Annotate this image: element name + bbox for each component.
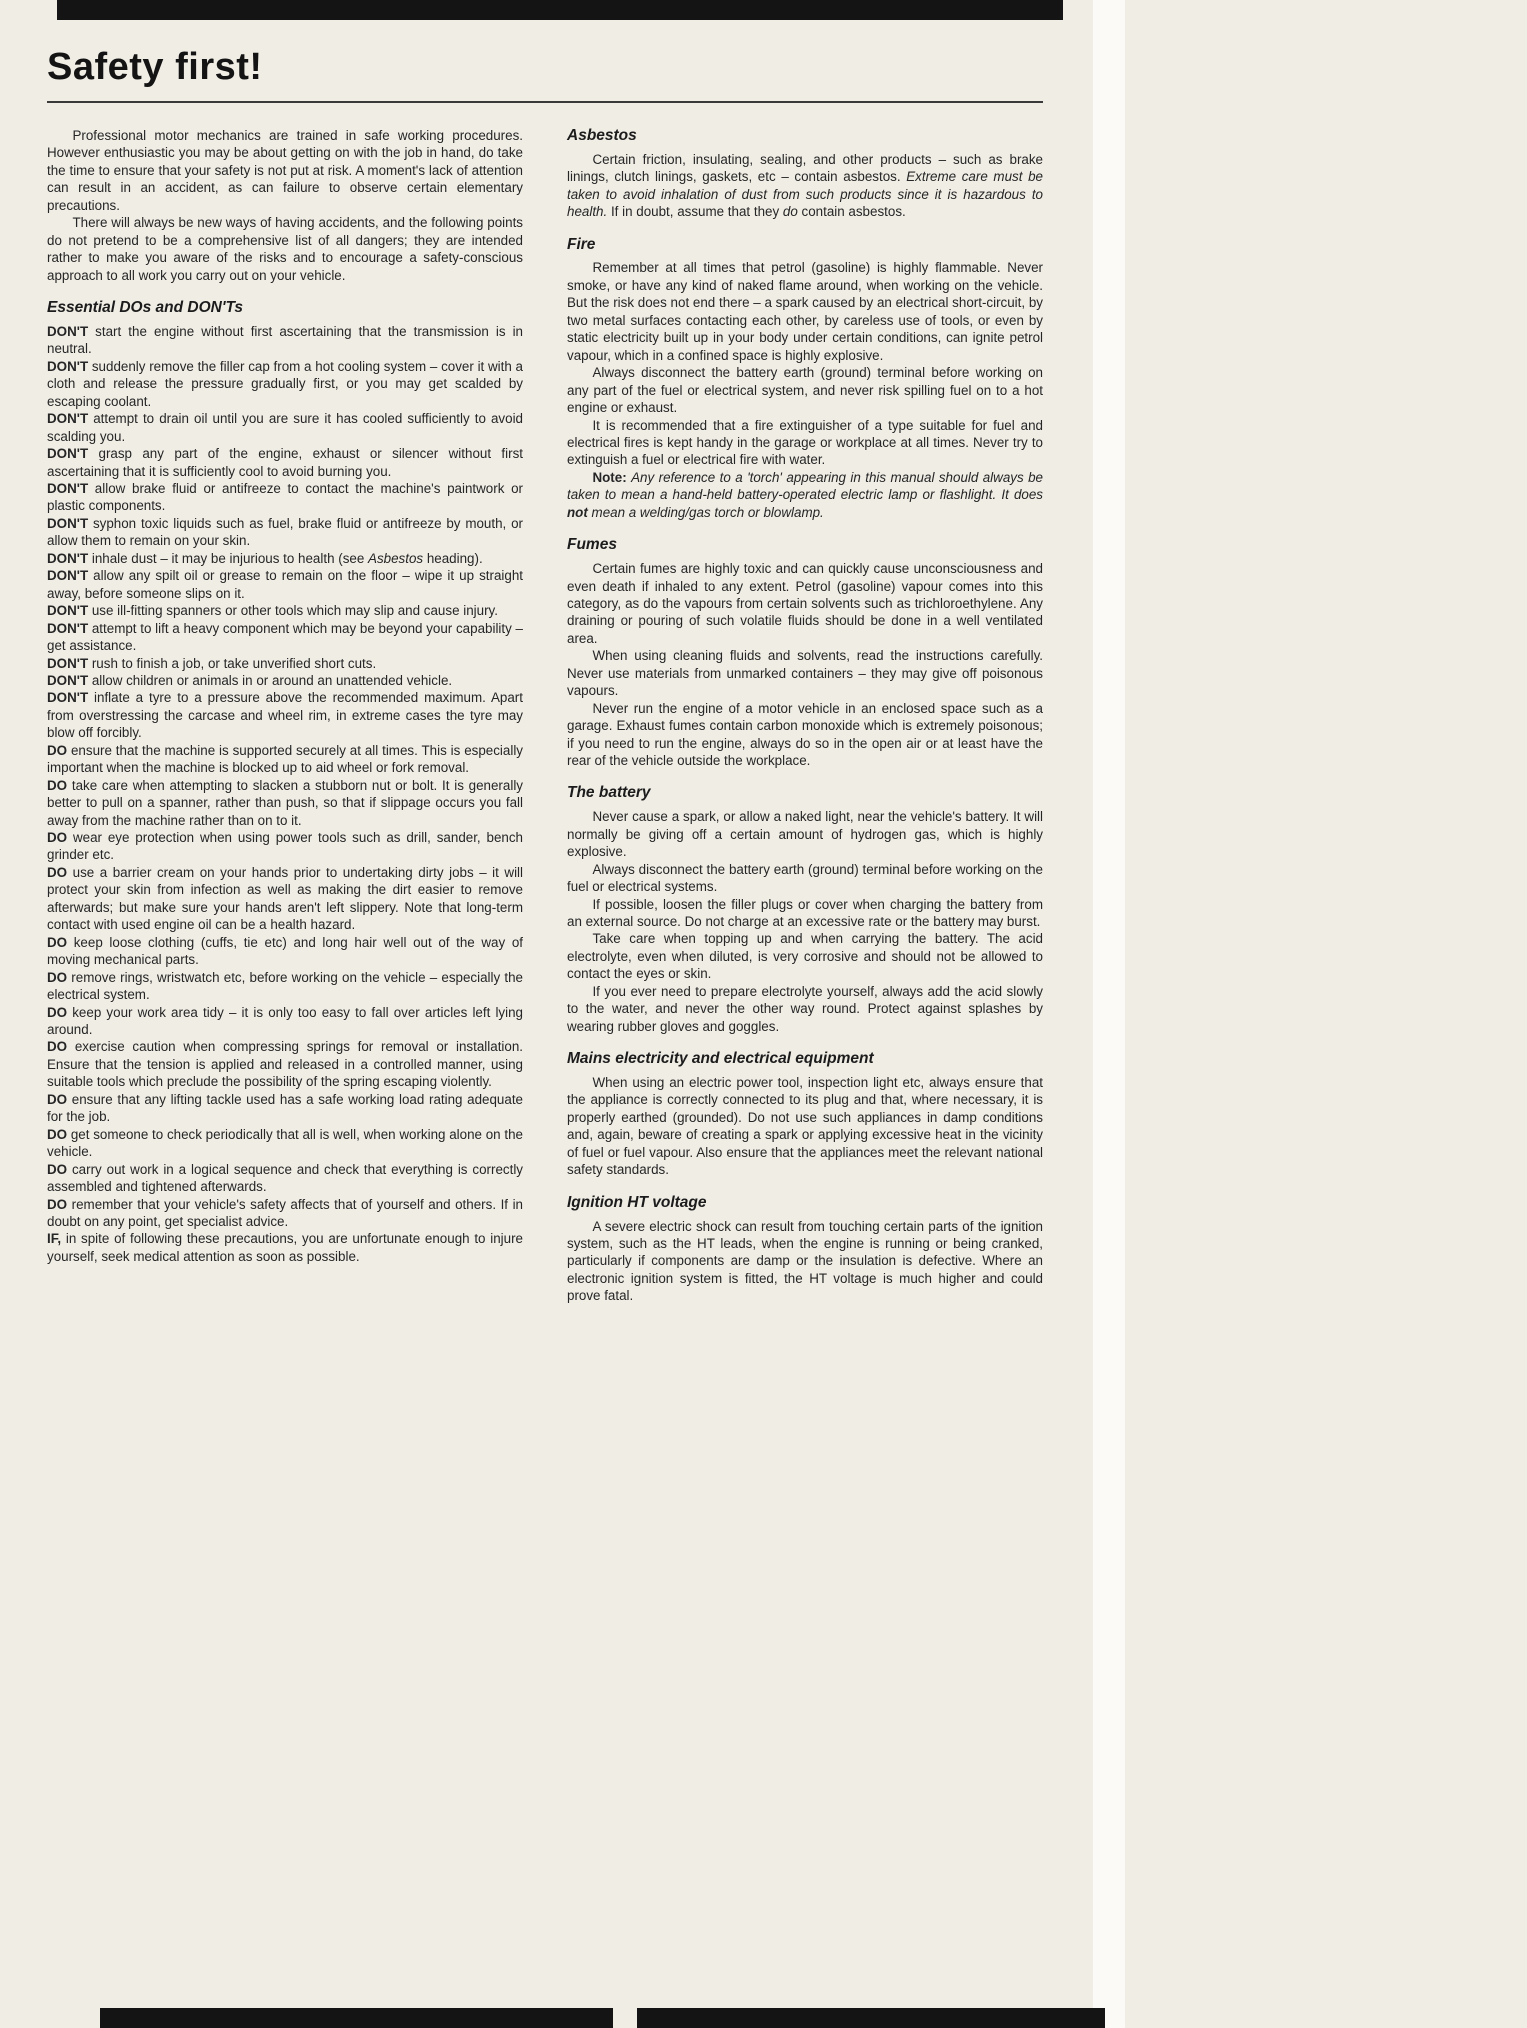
text-segment: DON'T	[47, 411, 89, 427]
section-heading: The battery	[567, 784, 651, 802]
text-segment: ensure that the machine is supported securely at all times. This is especially important when the machine is blocked up to aid wheel or fork removal.	[47, 742, 523, 776]
text-segment: wear eye protection when using power tools such as drill, sander, bench grinder etc.	[47, 830, 523, 863]
paragraph	[47, 602, 523, 619]
text-segment: do	[782, 204, 798, 220]
paragraph	[47, 655, 523, 672]
paragraph	[47, 864, 523, 934]
text-segment: not	[567, 504, 588, 520]
text-columns	[47, 127, 1043, 1305]
text-segment: rush to finish a job, or take unverified short cuts.	[88, 655, 377, 671]
text-segment: DON'T	[47, 672, 89, 688]
paragraph	[47, 1004, 523, 1039]
page-content	[47, 46, 1043, 1305]
text-segment: DON'T	[47, 323, 89, 339]
text-segment: When using cleaning fluids and solvents, read the instructions carefully. Never use materials from unmarked containers – they may give off poisonous vapours.	[567, 648, 1043, 699]
section-heading: Fire	[567, 235, 596, 253]
top-ink-bar	[57, 0, 1063, 20]
text-segment: Always disconnect the battery earth (ground) terminal before working on the fuel or electrical systems.	[567, 861, 1043, 895]
text-segment: Note:	[592, 469, 627, 485]
text-column	[47, 127, 523, 1305]
text-segment: DO	[47, 1161, 68, 1177]
text-segment: ensure that any lifting tackle used has a safe working load rating adequate for the job.	[47, 1091, 523, 1125]
text-segment: DO	[47, 1039, 68, 1055]
page-title: Safety first!	[47, 46, 263, 88]
text-segment: carry out work in a logical sequence and check that everything is correctly assembled and tightened afterwards.	[47, 1161, 523, 1195]
text-column	[567, 127, 1043, 1305]
text-segment: DO	[47, 864, 68, 880]
paragraph	[47, 550, 523, 567]
text-segment: If possible, loosen the filler plugs or cover when charging the battery from an external source. Do not charge at an excessive rate or the battery may burst.	[567, 896, 1043, 930]
text-segment: Asbestos	[368, 550, 424, 566]
paragraph	[47, 777, 523, 829]
section-heading: Asbestos	[567, 127, 637, 144]
text-segment: If in doubt, assume that they	[607, 204, 783, 220]
text-segment: keep loose clothing (cuffs, tie etc) and long hair well out of the way of moving mechanical parts.	[47, 934, 523, 968]
text-segment: If you ever need to prepare electrolyte yourself, always add the acid slowly to the water, and never the other way round. Protect against splashes by wearing rubber gloves and goggles.	[567, 983, 1043, 1034]
text-segment: There will always be new ways of having accidents, and the following points do not pretend to be a comprehensive list of all dangers; they are intended rather to make you aware of the risks and to encourage a safety-conscious approach to all work you carry out on your vehicle.	[47, 215, 523, 283]
paragraph	[567, 1074, 1043, 1179]
text-segment: Extreme care must be taken to avoid inhalation of dust from such products since it is hazardous to health.	[567, 169, 1043, 220]
paragraph	[47, 1161, 523, 1196]
section-heading: Essential DOs and DON'Ts	[47, 299, 244, 317]
paragraph	[47, 1196, 523, 1231]
paragraph	[567, 896, 1043, 931]
paragraph	[567, 469, 1043, 521]
text-segment: DON'T	[47, 620, 89, 636]
text-segment: DO	[47, 934, 68, 950]
text-segment: grasp any part of the engine, exhaust or silencer without first ascertaining that it is sufficiently cool to avoid burning you.	[47, 446, 523, 479]
text-segment: take care when attempting to slacken a stubborn nut or bolt. It is generally better to pull on a spanner, rather than push, so that if slippage occurs you fall away from the machine rather than on to it.	[47, 777, 523, 828]
text-segment: remember that your vehicle's safety affects that of yourself and others. If in doubt on any point, get specialist advice.	[47, 1196, 523, 1229]
text-segment: Never run the engine of a motor vehicle in an enclosed space such as a garage. Exhaust fumes contain carbon monoxide which is extremely poisonous; if you need to run the engine, always do so in the open air or at least have the rear of the vehicle outside the workplace.	[567, 700, 1043, 769]
paragraph	[567, 700, 1043, 770]
text-segment: DO	[47, 742, 68, 758]
text-segment: IF,	[47, 1231, 62, 1247]
text-segment: Remember at all times that petrol (gasoline) is highly flammable. Never smoke, or have any kind of naked flame around, when working on the vehicle. But the risk does not end there – a spark caused by an electrical short-circuit, by two metal surfaces contacting each other, by careless use of tools, or even by static electricity built up in your body under certain conditions, can ignite petrol vapour, which in a confined space is highly explosive.	[567, 260, 1043, 363]
section-heading: Fumes	[567, 536, 617, 554]
text-segment: Professional motor mechanics are trained in safe working procedures. However enthusiastic you may be about getting on with the job in hand, do take the time to ensure that your safety is not put at risk. A moment's lack of attention can result in an accident, as can failure to observe certain elementary precautions.	[47, 128, 523, 213]
paragraph	[47, 358, 523, 410]
text-segment: When using an electric power tool, inspection light etc, always ensure that the appliance is correctly connected to its plug and that, where necessary, it is properly earthed (grounded). Do not use such appliances in damp conditions and, again, beware of creating a spark or applying excessive heat in the vicinity of fuel or fuel vapour. Also ensure that the appliances meet the relevant national safety standards.	[567, 1075, 1043, 1178]
paragraph	[567, 364, 1043, 416]
paragraph	[567, 1218, 1043, 1305]
page-gutter-strip	[1093, 0, 1125, 2028]
paragraph	[567, 861, 1043, 896]
paragraph	[567, 808, 1043, 860]
paragraph	[47, 127, 523, 214]
text-segment: DO	[47, 1196, 68, 1212]
text-segment: Never cause a spark, or allow a naked light, near the vehicle's battery. It will normally be giving off a certain amount of hydrogen gas, which is highly explosive.	[567, 809, 1043, 860]
bottom-ink-bar-right	[637, 2008, 1105, 2028]
paragraph	[567, 983, 1043, 1035]
text-segment: DON'T	[47, 358, 89, 374]
text-segment: contain asbestos.	[797, 204, 906, 220]
text-segment: inhale dust – it may be injurious to health (see	[88, 550, 369, 566]
text-segment: DON'T	[47, 655, 89, 671]
text-segment: allow brake fluid or antifreeze to contact the machine's paintwork or plastic components.	[47, 480, 523, 514]
paragraph	[47, 969, 523, 1004]
text-segment: exercise caution when compressing springs for removal or installation. Ensure that the tension is applied and released in a controlled manner, using suitable tools which preclude the possibility of the spring escaping violently.	[47, 1039, 523, 1090]
title-rule	[47, 101, 1043, 103]
text-segment: get someone to check periodically that all is well, when working alone on the vehicle.	[47, 1126, 523, 1160]
text-segment: syphon toxic liquids such as fuel, brake fluid or antifreeze by mouth, or allow them to remain on your skin.	[47, 515, 523, 549]
paragraph	[47, 934, 523, 969]
paragraph	[567, 560, 1043, 647]
text-segment: use ill-fitting spanners or other tools which may slip and cause injury.	[88, 603, 498, 619]
section-heading: Ignition HT voltage	[567, 1193, 707, 1211]
text-segment: allow any spilt oil or grease to remain on the floor – wipe it up straight away, before someone slips on it.	[47, 568, 523, 601]
text-segment: A severe electric shock can result from touching certain parts of the ignition system, such as the HT leads, when the engine is running or being cranked, particularly if components are damp or the insulation is defective. Where an electronic ignition system is fitted, the HT voltage is much higher and could prove fatal.	[567, 1218, 1043, 1304]
text-segment: inflate a tyre to a pressure above the recommended maximum. Apart from overstressing the carcase and wheel rim, in extreme cases the tyre may blow off forcibly.	[47, 690, 523, 741]
text-segment: use a barrier cream on your hands prior to undertaking dirty jobs – it will protect your skin from infection as well as making the dirt easier to remove afterwards; but make sure your hands aren't left slippery. Note that long-term contact with used engine oil can be a health hazard.	[47, 864, 523, 933]
paragraph	[47, 1126, 523, 1161]
text-segment: DON'T	[47, 568, 89, 584]
text-segment: DO	[47, 830, 68, 846]
text-segment: DON'T	[47, 550, 89, 566]
paragraph	[567, 151, 1043, 221]
text-segment: Always disconnect the battery earth (ground) terminal before working on any part of the fuel or electrical system, and never risk spilling fuel on to a hot engine or exhaust.	[567, 365, 1043, 416]
text-segment: DO	[47, 969, 68, 985]
paragraph	[47, 620, 523, 655]
paragraph	[567, 417, 1043, 469]
text-segment: attempt to lift a heavy component which may be beyond your capability – get assistance.	[47, 620, 523, 654]
paragraph	[47, 1091, 523, 1126]
text-segment: DO	[47, 1004, 68, 1020]
paragraph	[47, 672, 523, 689]
text-segment: suddenly remove the filler cap from a hot cooling system – cover it with a cloth and release the pressure gradually first, or you may get scalded by escaping coolant.	[47, 358, 523, 409]
paragraph	[47, 829, 523, 864]
paragraph	[47, 410, 523, 445]
paragraph	[47, 689, 523, 741]
text-segment: DO	[47, 1126, 68, 1142]
paragraph	[47, 1230, 523, 1265]
paragraph	[567, 930, 1043, 982]
paragraph	[47, 515, 523, 550]
paragraph	[47, 214, 523, 284]
text-segment: DON'T	[47, 480, 89, 496]
paragraph	[47, 323, 523, 358]
paragraph	[47, 742, 523, 777]
text-segment: in spite of following these precautions, you are unfortunate enough to injure yourself, seek medical attention as soon as possible.	[47, 1231, 523, 1264]
text-segment: DO	[47, 1091, 68, 1107]
text-segment: attempt to drain oil until you are sure it has cooled sufficiently to avoid scalding you.	[47, 411, 523, 444]
section-heading: Mains electricity and electrical equipment	[567, 1050, 874, 1068]
text-segment: It is recommended that a fire extinguisher of a type suitable for fuel and electrical fires is kept handy in the garage or workplace at all times. Never try to extinguish a fuel or electrical fire with water.	[567, 417, 1043, 468]
paragraph	[567, 259, 1043, 364]
text-segment: Certain friction, insulating, sealing, and other products – such as brake linings, clutch linings, gaskets, etc – contain asbestos.	[567, 151, 1043, 185]
text-segment: DO	[47, 777, 68, 793]
text-segment: DON'T	[47, 603, 89, 619]
text-segment: DON'T	[47, 446, 89, 462]
text-segment: DON'T	[47, 690, 89, 706]
bottom-ink-bar-left	[100, 2008, 613, 2028]
text-segment: Take care when topping up and when carrying the battery. The acid electrolyte, even when diluted, is very corrosive and should not be allowed to contact the eyes or skin.	[567, 931, 1043, 982]
text-segment: DON'T	[47, 515, 89, 531]
text-segment: start the engine without first ascertaining that the transmission is in neutral.	[47, 323, 523, 357]
text-segment: keep your work area tidy – it is only too easy to fall over articles left lying around.	[47, 1004, 523, 1038]
text-segment: remove rings, wristwatch etc, before working on the vehicle – especially the electrical system.	[47, 969, 523, 1003]
text-segment: heading).	[423, 550, 483, 566]
paragraph	[47, 445, 523, 480]
paragraph	[567, 647, 1043, 699]
text-segment: Any reference to a 'torch' appearing in this manual should always be taken to mean a hand-held battery-operated electric lamp or flashlight. It does	[567, 469, 1043, 503]
paragraph	[47, 480, 523, 515]
text-segment: Certain fumes are highly toxic and can quickly cause unconsciousness and even death if inhaled to any extent. Petrol (gasoline) vapour comes into this category, as do the vapours from certain solvents such as trichloroethylene. Any draining or pouring of such volatile fluids should be done in a well ventilated area.	[567, 561, 1043, 646]
paragraph	[47, 1038, 523, 1090]
text-segment: allow children or animals in or around an unattended vehicle.	[88, 672, 453, 688]
paragraph	[47, 567, 523, 602]
text-segment: mean a welding/gas torch or blowlamp.	[587, 504, 824, 520]
